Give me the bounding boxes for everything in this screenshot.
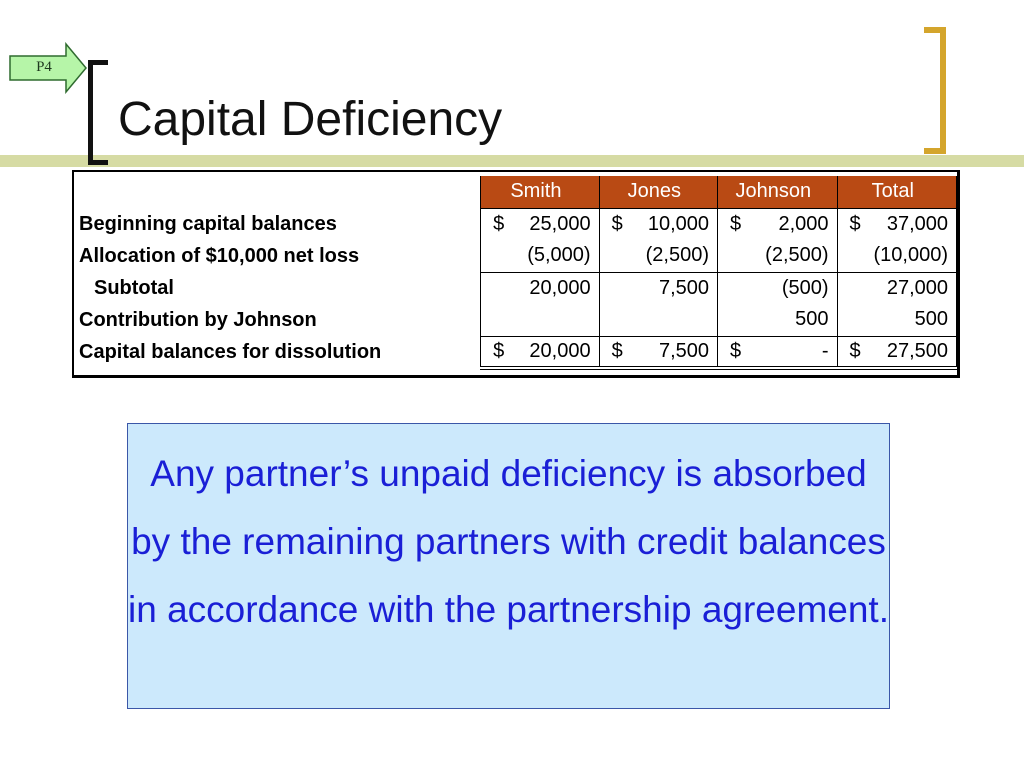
left-bracket: [88, 60, 108, 165]
column-header-johnson: Johnson: [718, 176, 838, 208]
table-cell: $ 10,000: [599, 208, 717, 240]
table-cell: $ 20,000: [481, 336, 599, 368]
table-cell: [481, 304, 599, 336]
table-cell: (2,500): [599, 240, 717, 272]
table-cell: $ 27,500: [837, 336, 956, 368]
table-cell: 20,000: [481, 272, 599, 304]
table-row: [74, 336, 957, 368]
table-cell: $ 2,000: [718, 208, 838, 240]
row-label: Beginning capital balances: [79, 212, 337, 235]
table-cell: (2,500): [718, 240, 838, 272]
table-cell: 500: [718, 304, 838, 336]
callout-text: Any partner’s unpaid deficiency is absorbed by the remaining partners with credit balances in accordance with the partnership agreement.: [128, 453, 889, 630]
row-label: Subtotal: [94, 276, 174, 299]
column-header-jones: Jones: [599, 176, 717, 208]
column-header-total: Total: [837, 176, 956, 208]
table-cell: $ 7,500: [599, 336, 717, 368]
table-row: [74, 304, 957, 336]
row-label: Allocation of $10,000 net loss: [79, 244, 360, 267]
table-cell: [599, 304, 717, 336]
table-row: [74, 272, 957, 304]
table-row: [74, 208, 957, 240]
table-cell: $ 25,000: [481, 208, 599, 240]
table-cell: $ -: [718, 336, 838, 368]
capital-table-panel: [72, 170, 960, 378]
table-cell: 27,000: [837, 272, 956, 304]
capital-table: [74, 176, 957, 370]
table-cell: (10,000): [837, 240, 956, 272]
table-cell: 7,500: [599, 272, 717, 304]
table-header-row: [74, 176, 957, 208]
table-cell: 500: [837, 304, 956, 336]
row-label: Contribution by Johnson: [79, 308, 317, 331]
section-badge[interactable]: [8, 42, 88, 94]
header-spacer: [74, 176, 481, 208]
row-label: Capital balances for dissolution: [79, 340, 382, 363]
column-header-smith: Smith: [481, 176, 599, 208]
header-stripe: [0, 155, 1024, 167]
badge-label: P4: [36, 59, 52, 75]
right-bracket: [924, 27, 946, 154]
slide-title: Capital Deficiency: [118, 93, 503, 146]
callout-box: [127, 423, 890, 709]
table-cell: $ 37,000: [837, 208, 956, 240]
table-cell: (5,000): [481, 240, 599, 272]
table-row: [74, 240, 957, 272]
table-cell: (500): [718, 272, 838, 304]
